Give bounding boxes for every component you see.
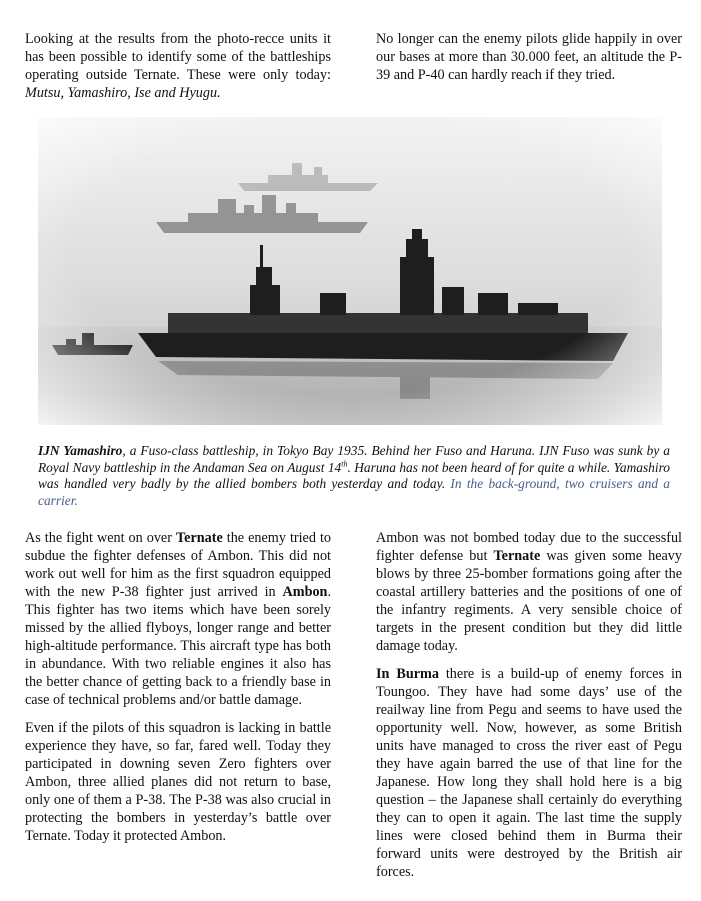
- caption-text-2: . Haruna has not been heard of for quite a while. Yamashiro was handled very badly by the allied bombers both yesterday and today.: [38, 459, 670, 491]
- intro-right-column: [376, 30, 682, 94]
- right-p2-burma: In Burma: [376, 666, 439, 682]
- body-right-paragraph-2: [376, 665, 682, 881]
- battleship-photo-icon: [38, 117, 662, 425]
- intro-ship-names: Mutsu, Yamashiro, Ise and Hyugu.: [25, 85, 221, 101]
- caption-ship-name: IJN Yamashiro: [38, 443, 123, 458]
- intro-left-column: [25, 30, 331, 112]
- left-p1-b: the enemy tried to subdue the fighter defenses of Ambon. This did not work out well for him as the first squadron equipped with the new P-38 fighter just arrived in: [25, 530, 332, 600]
- intro-left-text: Looking at the results from the photo-recce units it has been possible to identify some of the battleships operating outside Ternate. These were only today:: [25, 31, 331, 83]
- body-right-paragraph-1: [376, 529, 682, 655]
- right-p1-a: Ambon was not bombed today due to the successful fighter defense but: [376, 530, 682, 564]
- caption-text-1: , a Fuso-class battleship, in Tokyo Bay 1935. Behind her Fuso and Haruna. IJN Fuso was sunk by a Royal Navy battleship in the Andaman Sea on August 14: [38, 443, 670, 475]
- intro-right-paragraph: No longer can the enemy pilots glide happily in over our bases at more than 30.000 feet, an altitude the P-39 and P-40 can hardly reach if they tried.: [376, 31, 682, 83]
- right-p1-ternate: Ternate: [493, 548, 541, 564]
- body-right-column: [376, 529, 682, 891]
- right-p2-text: there is a build-up of enemy forces in Toungoo. They have had some days’ use of the reailway line from Pegu and seems to have used the opportunity well. Now, however, as some British units have managed to cross the river east of Pegu they have again barred the use of that line for the Japanese. How long they shall hold here is a big question – the Japanese shall certainly do everything they can to open it again. The last time the supply lines were closed behind them in Burma their forward units were destroyed by the British air forces.: [376, 666, 682, 880]
- body-left-column: [25, 529, 331, 845]
- photo-caption: [38, 443, 670, 509]
- body-left-paragraph-2: Even if the pilots of this squadron is lacking in battle experience they have, so far, fared well. Today they participated in downing seven Zero fighters over Ambon, three allied planes did not return to base, only one of them a P-38. The P-38 was also crucial in protecting the bombers in yesterday’s battle over Ternate. Today it protected Ambon.: [25, 720, 331, 844]
- left-p1-ambon: Ambon: [282, 584, 328, 600]
- intro-left-paragraph: [25, 30, 331, 102]
- caption-background-note: In the back-ground, two cruisers and a carrier.: [38, 476, 670, 508]
- left-p1-c: . This fighter has two items which have been sorely missed by the allied flyboys, longer range and better high-altitude performance. This aircraft type has both in abundance. With two reliable engines it also has the better chance of getting back to a friendly base in case of technical problems and/or battle damage.: [25, 584, 331, 708]
- caption-superscript: th: [341, 459, 348, 469]
- left-p1-ternate: Ternate: [175, 530, 223, 546]
- battleship-photo: [38, 117, 662, 425]
- right-p1-b: was given some heavy blows by three 25-bomber formations going after the coastal artillery batteries and the positions of one of the infantry regiments. A very sensible choice of targets in the present condition but they did little damage today.: [376, 548, 682, 654]
- left-p1-a: As the fight went on over: [25, 530, 176, 546]
- body-left-paragraph-1: [25, 529, 331, 709]
